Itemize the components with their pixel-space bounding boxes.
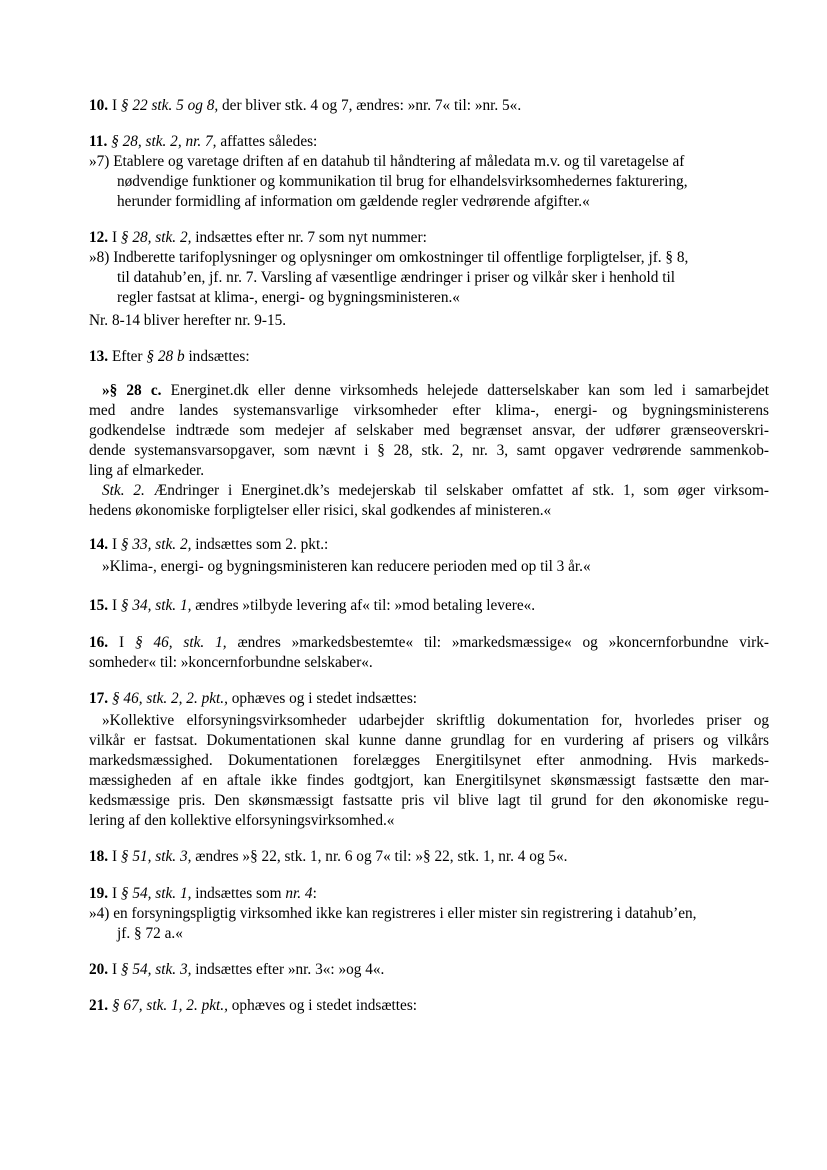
text-line: mæssigheden af en aftale ikke findes godtgjort, kan Energitilsynet skønsmæssigt fastsætte den mar- [89,772,769,789]
section-text: ophæves og i stedet indsættes: [231,690,418,707]
text-line: »4) en forsyningspligtig virksomhed ikke kan registreres i eller mister sin registrering i datahub’en, [89,905,697,922]
text-line: hedens økonomiske forpligtelser eller risici, skal godkendes af ministeren.« [89,502,552,519]
law-reference: § 28, stk. 2, [120,229,192,246]
text-line [89,381,769,401]
text-line: lering af den kollektive elforsyningsvirksomhed.« [89,812,395,829]
section-prefix: I [111,597,118,614]
section-prefix: I [111,848,118,865]
text-line: nødvendige funktioner og kommunikation til brug for elhandelsvirksomhedernes fakturering, [117,173,688,190]
section-10 [89,96,769,116]
section-number: 16. [89,634,109,651]
section-text: indsættes efter nr. 7 som nyt nummer: [195,229,427,246]
section-number: 15. [89,597,109,614]
section-19-heading: 19. I § 54, stk. 1, indsættes som nr. 4: [89,885,317,902]
section-prefix: I [111,229,118,246]
law-reference: § 54, stk. 1, [120,885,192,902]
text-line [89,481,769,501]
section-text: affattes således: [220,133,318,150]
law-reference: § 33, stk. 2, [120,536,192,553]
section-10-line [89,96,769,116]
text-line: ling af elmarkeder. [89,462,205,479]
text-line: regler fastsat at klima-, energi- og bygningsministeren.« [117,289,460,306]
item-reference: nr. 4 [285,885,313,902]
text-line: kedsmæssige pris. Den skønsmæssigt fastsatte pris vil blive lagt til grund for den økonomiske regu- [89,792,769,809]
section-16 [89,633,769,673]
section-14 [89,535,769,577]
text-line: herunder formidling af information om gældende regler vedrørende afgifter.« [117,193,590,210]
section-number: 11. [89,133,108,150]
law-reference: § 28, stk. 2, nr. 7, [111,133,217,150]
text-line: med andre landes systemansvarlige virksomheder efter klima-, energi- og bygningsministerens [89,402,769,419]
paragraph-heading: »§ 28 c. [102,382,162,399]
section-prefix: I [118,634,125,651]
text-line: Nr. 8-14 bliver herefter nr. 9-15. [89,312,287,329]
text-line: »7) Etablere og varetage driften af en datahub til håndtering af måledata m.v. og til varetagelse af [89,153,685,170]
section-21-line [89,996,769,1016]
section-number: 12. [89,229,109,246]
section-number: 10. [89,97,109,114]
text-line: til datahub’en, jf. nr. 7. Varsling af væsentlige ændringer i priser og vilkår sker i henhold til [117,269,675,286]
section-15 [89,596,769,616]
law-reference: § 46, stk. 1, [134,634,227,651]
section-text: ændres »tilbyde levering af« til: »mod betaling levere«. [195,597,536,614]
section-text: indsættes som [195,885,282,902]
text-line: godkendelse indtræde som medejer af selskaber med begrænset ansvar, der udfører grænseoverskri- [89,422,769,439]
section-number: 13. [89,348,109,365]
law-reference: § 54, stk. 3, [120,961,192,978]
section-prefix: I [111,885,118,902]
section-12 [89,228,769,331]
text-span: Ændringer i Energinet.dk’s medejerskab til selskaber omfattet af stk. 1, som øger virksom- [153,482,770,499]
section-15-line [89,596,769,616]
text-line: »8) Indberette tarifoplysninger og oplysninger om omkostninger til offentlige forpligtelser, jf. § 8, [89,249,689,266]
section-number: 14. [89,536,109,553]
section-18 [89,847,769,867]
section-11 [89,132,769,212]
section-prefix: I [111,536,118,553]
section-text: indsættes efter »nr. 3«: »og 4«. [195,961,385,978]
law-reference: § 22 stk. 5 og 8, [120,97,219,114]
text-line: vilkår er fastsat. Dokumentationen skal kunne danne grundlag for en vurdering af prisers og vilkårs [89,732,769,749]
text-line: »Klima-, energi- og bygningsministeren kan reducere perioden med op til 3 år.« [102,558,591,575]
section-number: 20. [89,961,109,978]
section-number: 19. [89,885,109,902]
section-number: 21. [89,997,109,1014]
stk-label: Stk. 2. [102,482,145,499]
section-12-heading [89,228,769,248]
text-line: »Kollektive elforsyningsvirksomheder udarbejder skriftlig dokumentation for, hvorledes priser og [102,712,769,729]
law-reference: § 46, stk. 2, 2. pkt., [111,690,228,707]
section-number: 18. [89,848,109,865]
section-text: ændres »§ 22, stk. 1, nr. 6 og 7« til: »§ 22, stk. 1, nr. 4 og 5«. [195,848,568,865]
text-line: markedsmæssighed. Dokumentationen forelægges Energitilsynet efter anmodning. Hvis markeds- [89,752,769,769]
section-prefix: Efter [111,348,143,365]
section-number: 17. [89,690,109,707]
section-text: ændres »markedsbestemte« til: »markedsmæssige« og »koncernforbundne virk- [237,634,769,651]
section-prefix: I [111,97,118,114]
section-13-paragraph [89,381,769,521]
section-21 [89,996,769,1016]
text-line: somheder« til: »koncernforbundne selskaber«. [89,654,373,671]
section-17-heading [89,689,769,709]
section-text: indsættes som 2. pkt.: [195,536,329,553]
section-18-line [89,847,769,867]
law-reference: § 28 b [146,348,185,365]
law-reference: § 51, stk. 3, [120,848,192,865]
text-span: Energinet.dk eller denne virksomheds helejede datterselskaber kan som led i samarbejdet [170,382,770,399]
section-16-heading [89,633,769,653]
section-text: indsættes: [188,348,250,365]
law-reference: § 67, stk. 1, 2. pkt., [111,997,228,1014]
section-14-heading [89,535,769,555]
text-line: jf. § 72 a.« [117,925,183,942]
section-19 [89,884,769,944]
section-20-line [89,960,769,980]
section-13 [89,347,769,367]
section-text: der bliver stk. 4 og 7, ændres: »nr. 7« til: »nr. 5«. [222,97,522,114]
law-reference: § 34, stk. 1, [120,597,192,614]
text-line: dende systemansvarsopgaver, som nævnt i § 28, stk. 2, nr. 3, samt opgaver vedrørende sammenkob- [89,442,769,459]
section-prefix: I [111,961,118,978]
section-20 [89,960,769,980]
section-text: ophæves og i stedet indsættes: [231,997,418,1014]
section-11-heading [89,132,769,152]
section-17 [89,689,769,831]
section-13-heading [89,347,769,367]
